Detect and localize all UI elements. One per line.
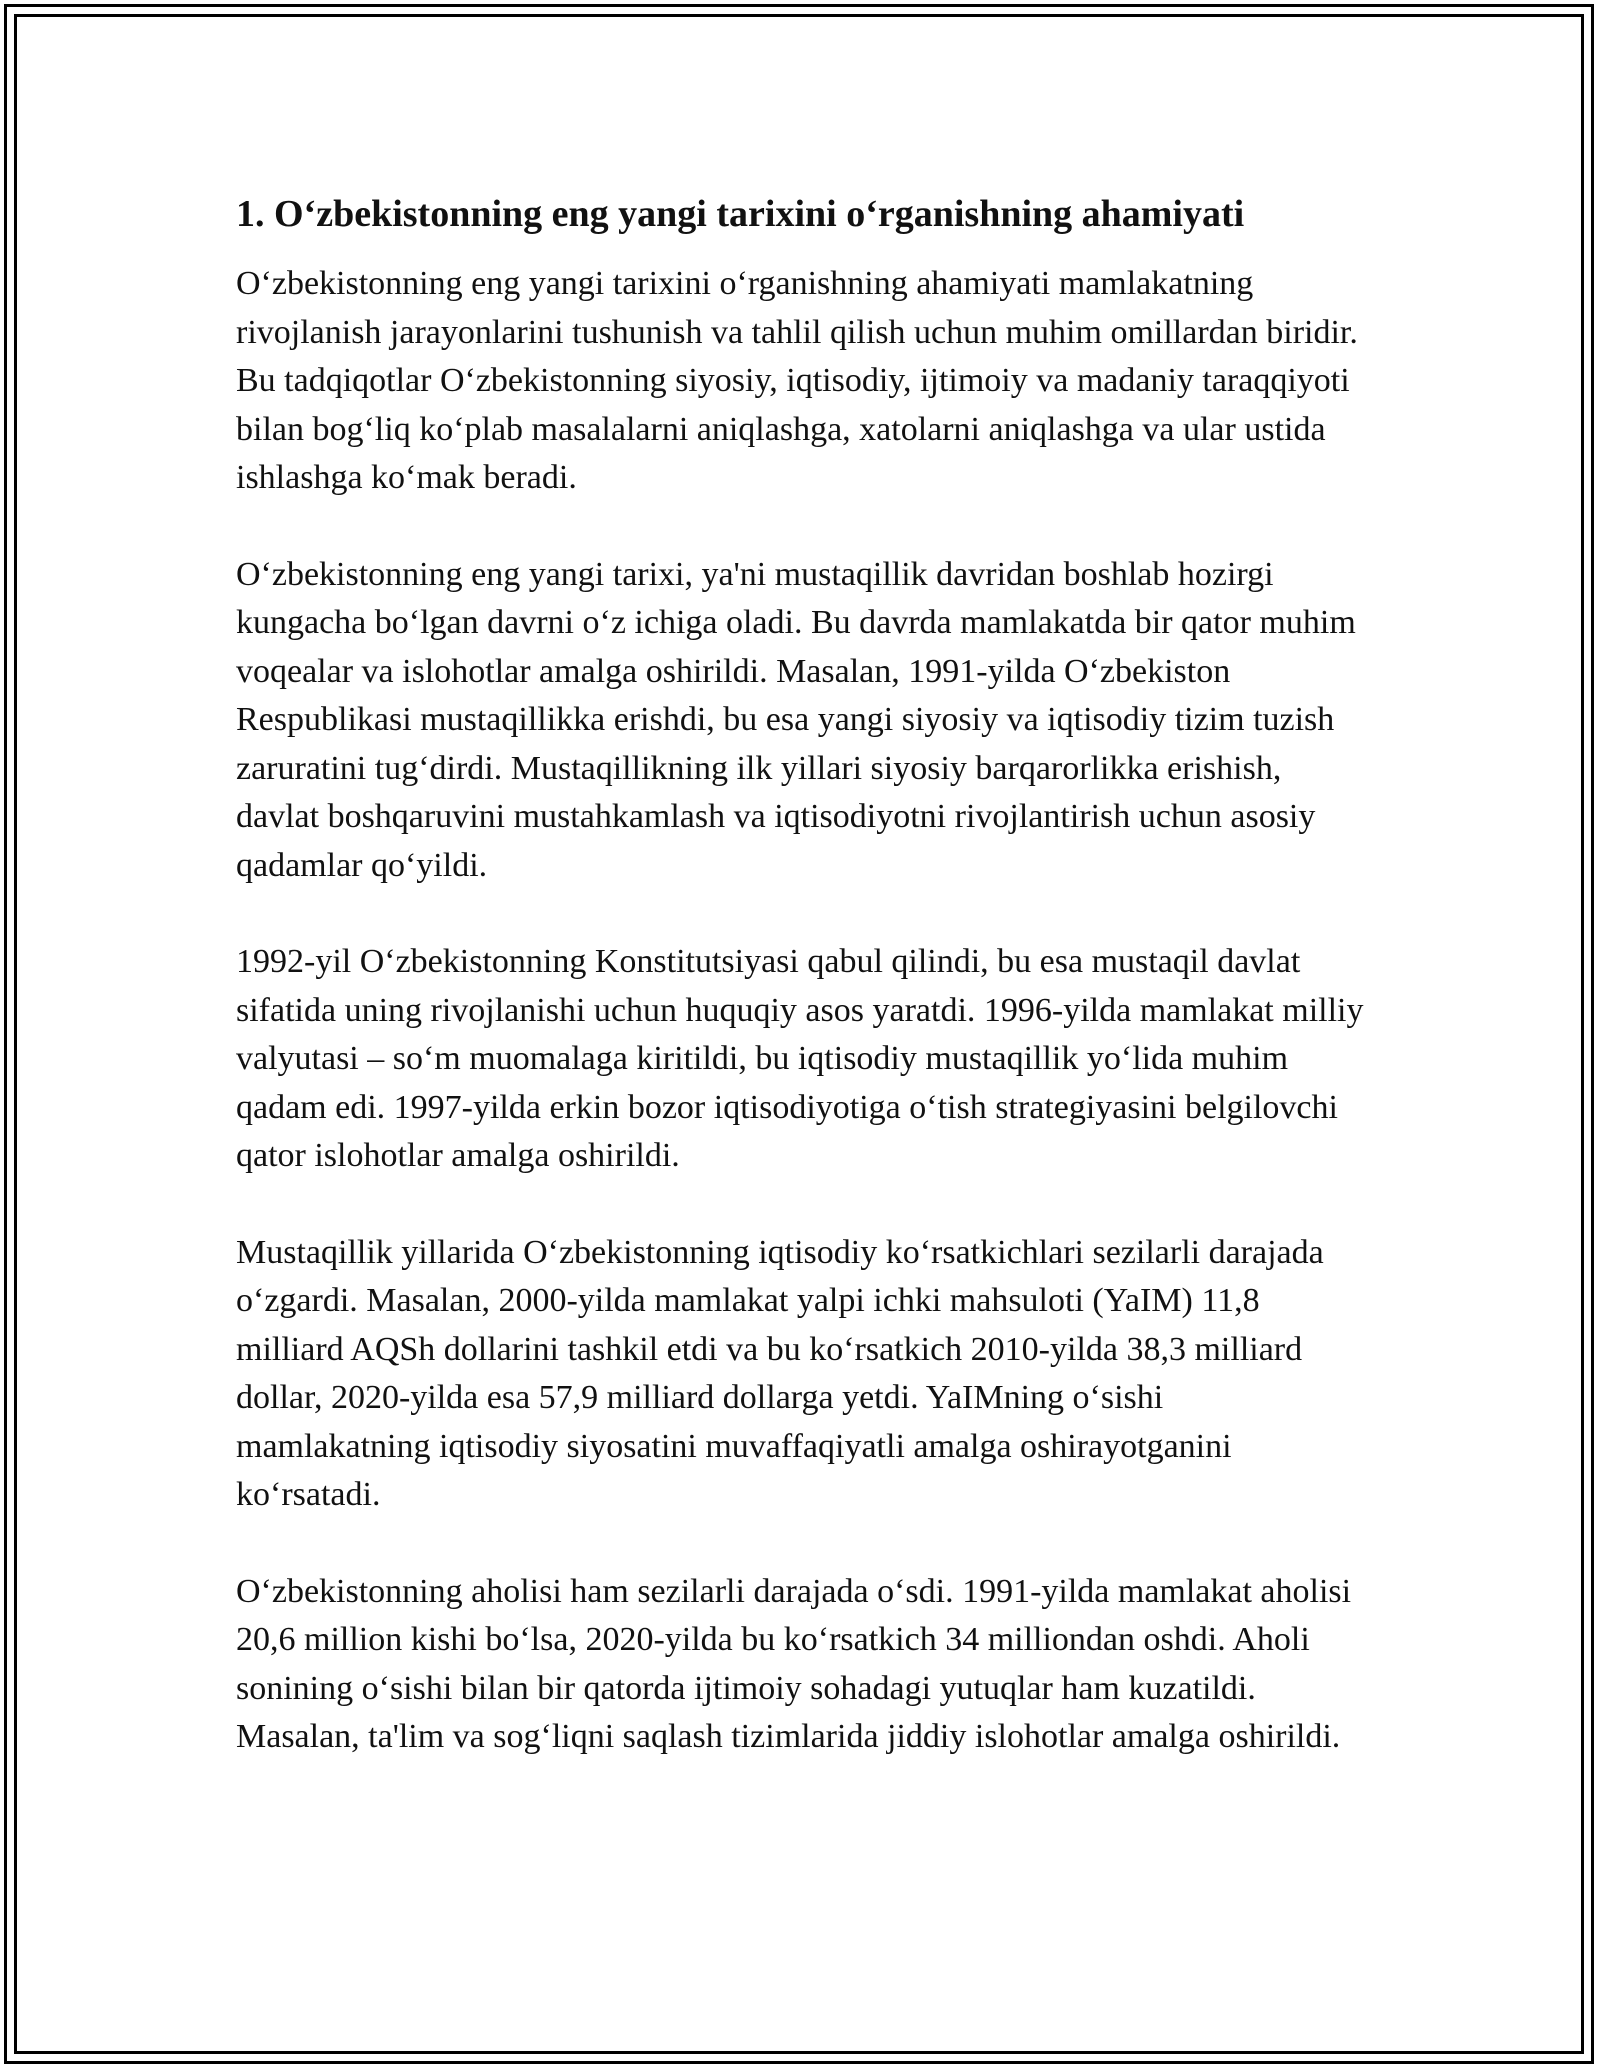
paragraph-3: 1992-yil O‘zbekistonning Konstitutsiyasi qabul qilindi, bu esa mustaqil davlat sifatida uning rivojlanishi uchun huquqiy asos yaratdi. 1996-yilda mamlakat milliy valyutasi – so‘m muomalaga kiritildi, bu iqtisodiy mustaqillik yo‘lida muhim qadam edi. 1997-yilda erkin bozor iqtisodiyotiga o‘tish strategiyasini belgilovchi qator islohotlar amalga oshirildi. [236,943,1364,1174]
paragraph-5: O‘zbekistonning aholisi ham sezilarli darajada o‘sdi. 1991-yilda mamlakat aholisi 20,6 million kishi bo‘lsa, 2020-yilda bu ko‘rsatkich 34 milliondan oshdi. Aholi sonining o‘sishi bilan bir qatorda ijtimoiy sohadagi yutuqlar ham kuzatildi. Masalan, ta'lim va sog‘liqni saqlash tizimlarida jiddiy islohotlar amalga oshirildi. [236,1572,1352,1755]
section-heading: 1. O‘zbekistonning eng yangi tarixini o‘rganishning ahamiyati [236,193,1245,235]
document-body [236,186,1366,1810]
paragraph-1: O‘zbekistonning eng yangi tarixini o‘rganishning ahamiyati mamlakatning rivojlanish jarayonlarini tushunish va tahlil qilish uchun muhim omillardan biridir. Bu tadqiqotlar O‘zbekistonning siyosiy, iqtisodiy, ijtimoiy va madaniy taraqqiyoti bilan bog‘liq ko‘plab masalalarni aniqlashga, xatolarni aniqlashga va ular ustida ishlashga ko‘mak beradi. [236,265,1358,496]
paragraph-4: Mustaqillik yillarida O‘zbekistonning iqtisodiy ko‘rsatkichlari sezilarli darajada o‘zgardi. Masalan, 2000-yilda mamlakat yalpi ichki mahsuloti (YaIM) 11,8 milliard AQSh dollarini tashkil etdi va bu ko‘rsatkich 2010-yilda 38,3 milliard dollar, 2020-yilda esa 57,9 milliard dollarga yetdi. YaIMning o‘sishi mamlakatning iqtisodiy siyosatini muvaffaqiyatli amalga oshirayotganini ko‘rsatadi. [236,1233,1324,1513]
paragraph-2: O‘zbekistonning eng yangi tarixi, ya'ni mustaqillik davridan boshlab hozirgi kungacha bo‘lgan davrni o‘z ichiga oladi. Bu davrda mamlakatda bir qator muhim voqealar va islohotlar amalga oshirildi. Masalan, 1991-yilda O‘zbekiston Respublikasi mustaqillikka erishdi, bu esa yangi siyosiy va iqtisodiy tizim tuzish zaruratini tug‘dirdi. Mustaqillikning ilk yillari siyosiy barqarorlikka erishish, davlat boshqaruvini mustahkamlash va iqtisodiyotni rivojlantirish uchun asosiy qadamlar qo‘yildi. [236,555,1356,884]
